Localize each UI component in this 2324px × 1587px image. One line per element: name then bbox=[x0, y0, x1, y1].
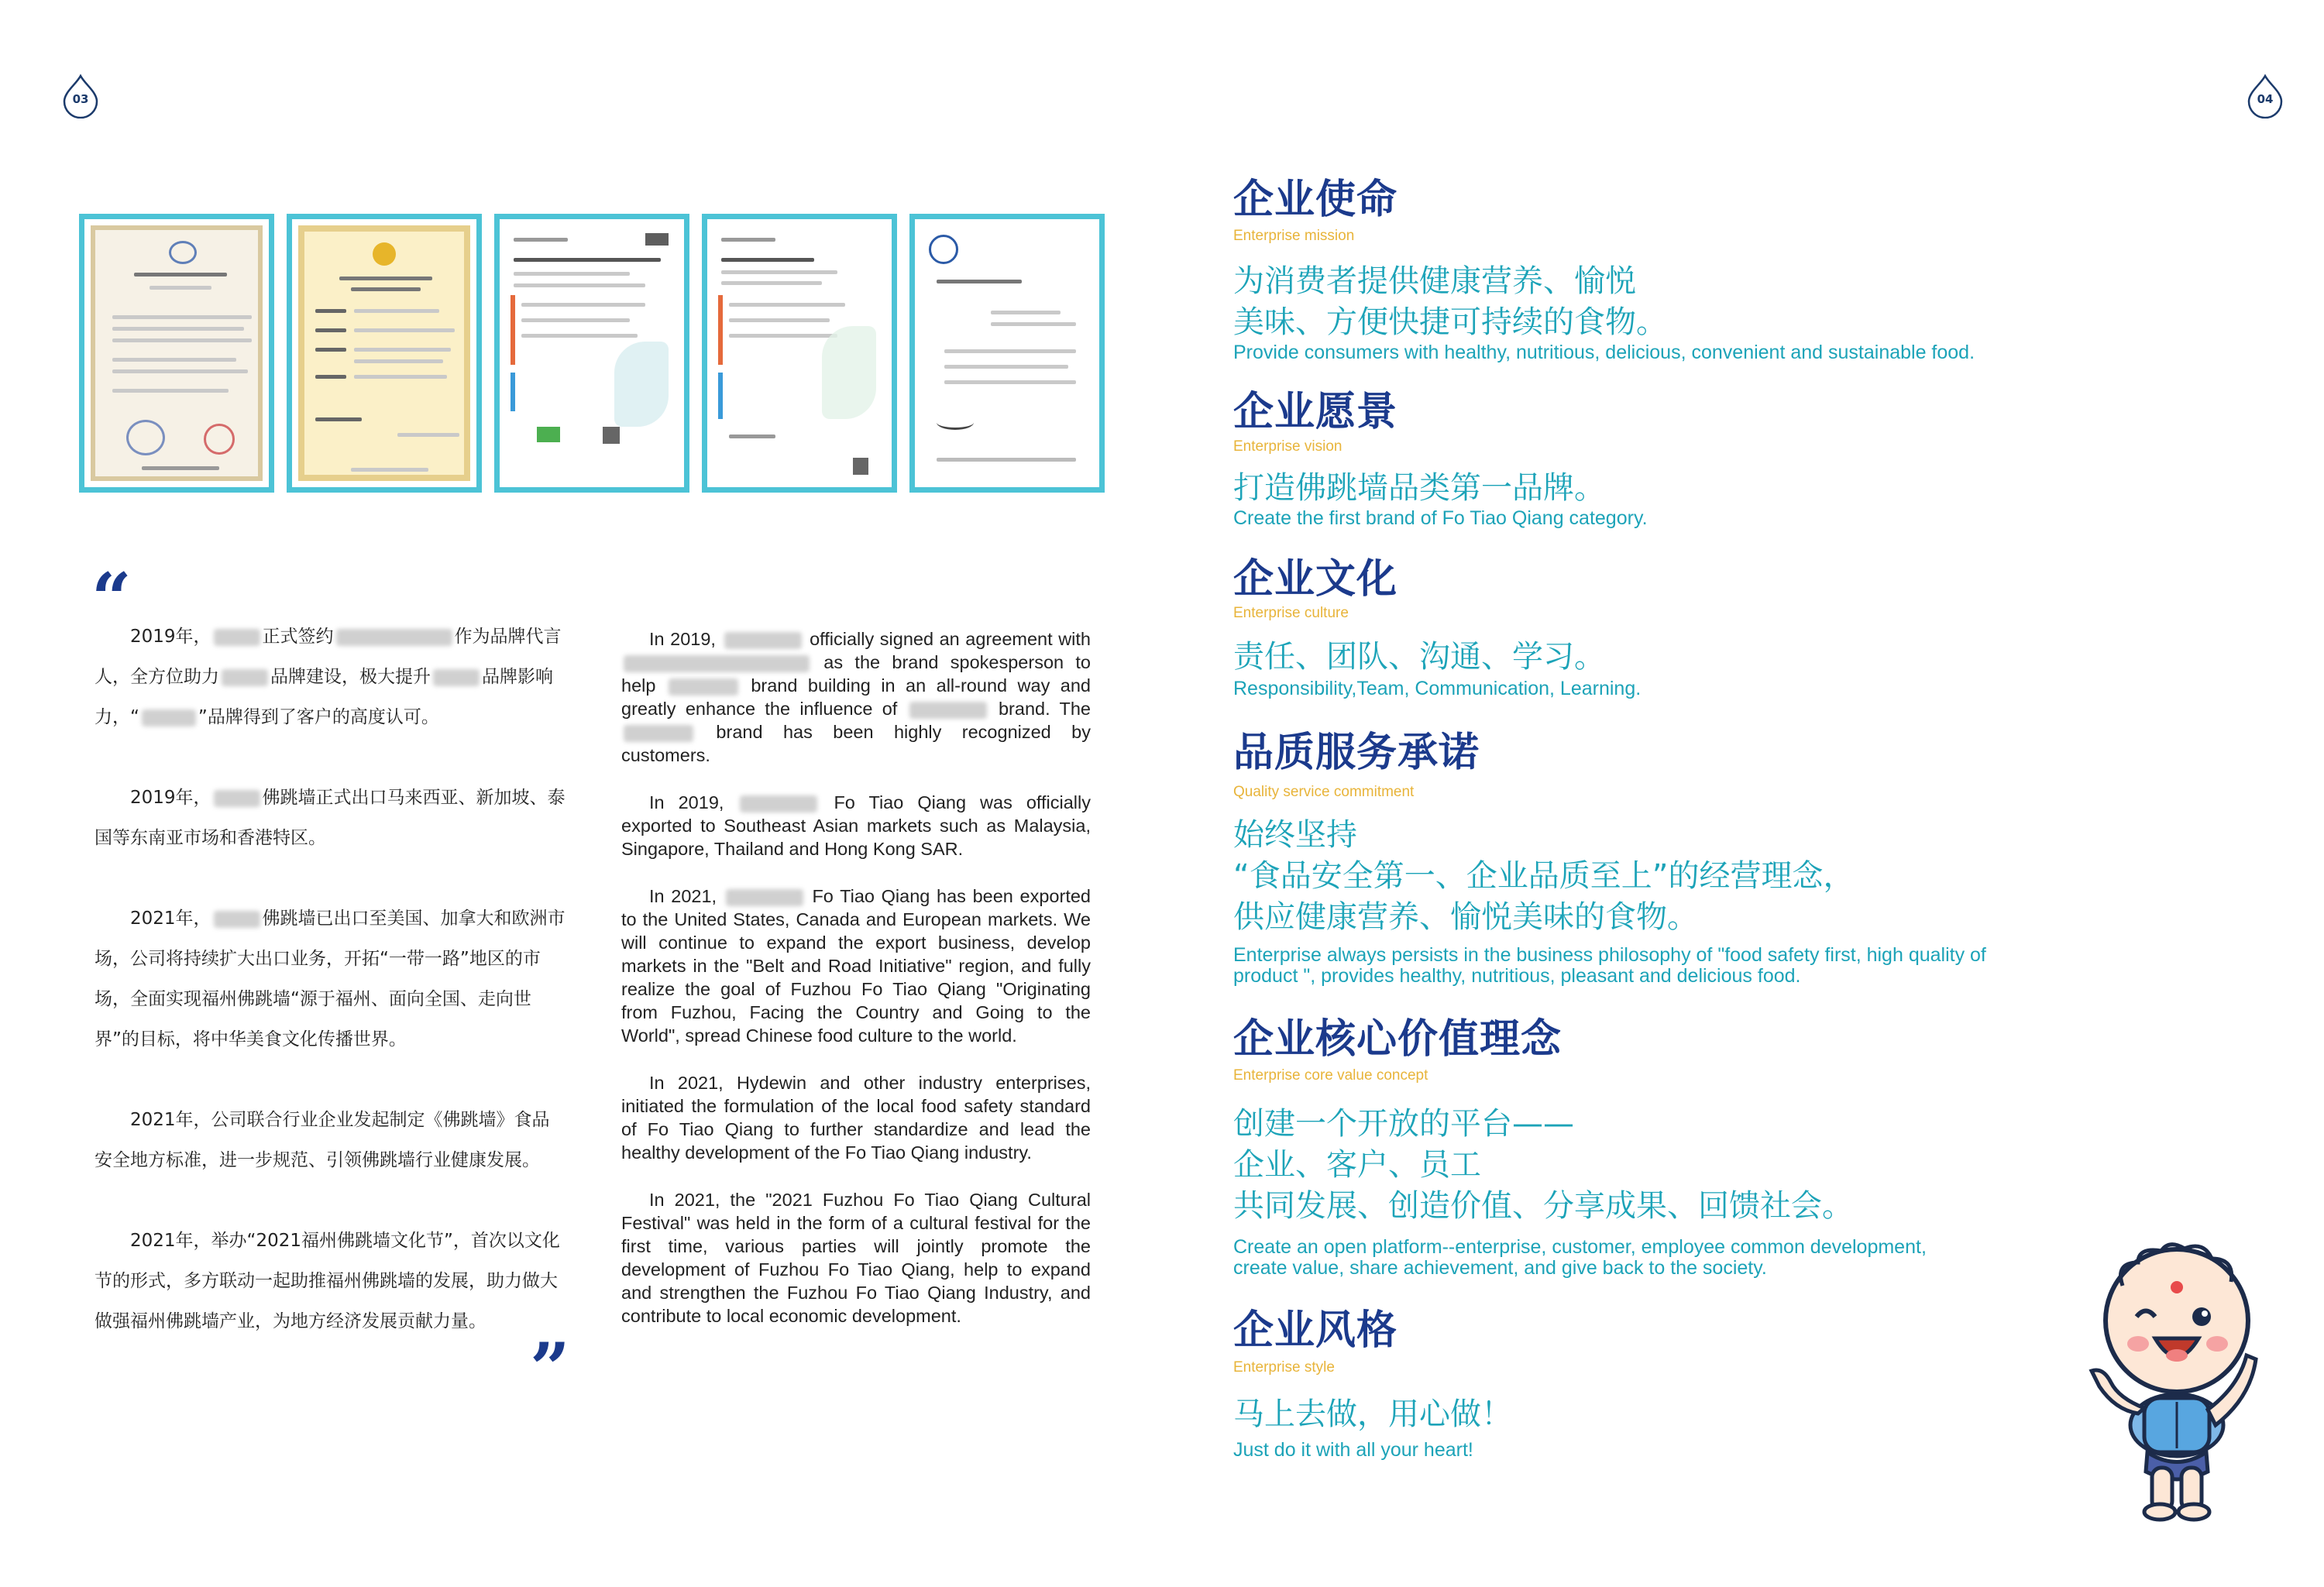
certificate-paper bbox=[298, 225, 470, 481]
history-en-paragraph: In 2019, Fo Tiao Qiang was officially exported to Southeast Asian markets such as Malaysia, Singapore, Thailand and Hong Kong SAR. bbox=[621, 792, 1091, 859]
page-number-left: 03 bbox=[62, 74, 99, 119]
certificate-1 bbox=[79, 214, 274, 493]
style-body: 马上去做，用心做！ bbox=[1233, 1396, 1512, 1432]
close-quote-icon: ” bbox=[530, 1328, 570, 1410]
history-en-paragraph: In 2021, the "2021 Fuzhou Fo Tiao Qiang Cultural Festival" was held in the form of a cultural festival for the first time, various parties will jointly promote the development of Fuzhou Fo Tiao Qiang, help to expand and strengthen the Fuzhou Fo Tiao Qiang Industry, and contribute to local economic development. bbox=[621, 1190, 1091, 1326]
style-en: Just do it with all your heart! bbox=[1233, 1439, 1473, 1461]
history-en-paragraph: In 2021, Fo Tiao Qiang has been exported to the United States, Canada and European markets. We will continue to expand the export business, develop markets in the "Belt and Road Initiative" region, and fully realize the goal of Fuzhou Fo Tiao Qiang "Originating from Fuzhou, Facing the Country and Going to the World", spread Chinese food culture to the world. bbox=[621, 886, 1091, 1046]
qr-icon bbox=[853, 458, 868, 475]
certificate-4 bbox=[702, 214, 897, 493]
history-cn-paragraph: 2021年，公司联合行业企业发起制定《佛跳墙》食品安全地方标准，进一步规范、引领佛跳墙行业健康发展。 bbox=[95, 1110, 550, 1170]
certificate-paper bbox=[713, 225, 885, 481]
vision-body: 打造佛跳墙品类第一品牌。 bbox=[1233, 470, 1605, 506]
quality-en: Enterprise always persists in the business philosophy of "food safety first, high quality of product ", provides healthy, nutritious, pleasant and delicious food. bbox=[1233, 944, 1986, 987]
logo-icon bbox=[169, 241, 197, 264]
vision-subtitle: Enterprise vision bbox=[1233, 438, 1342, 455]
values-body: 创建一个开放的平台—— 企业、客户、员工 共同发展、创造价值、分享成果、回馈社会。 bbox=[1233, 1106, 1853, 1224]
mission-subtitle: Enterprise mission bbox=[1233, 228, 1355, 244]
emblem-icon bbox=[373, 242, 396, 266]
mission-body: 为消费者提供健康营养、愉悦 美味、方便快捷可持续的食物。 bbox=[1233, 263, 1667, 340]
history-en-paragraph: In 2019, officially signed an agreement with as the brand spokesperson to help brand building in an all-round way and greatly enhance the influence of brand. The brand has been highly recognized by customers. bbox=[621, 629, 1092, 765]
vision-title: 企业愿景 bbox=[1233, 389, 1398, 435]
seal-icon bbox=[126, 420, 165, 455]
quality-subtitle: Quality service commitment bbox=[1233, 784, 1415, 800]
open-quote-icon: “ bbox=[91, 558, 132, 640]
history-cn-paragraph: 2021年，举办“2021福州佛跳墙文化节”，首次以文化节的形式，多方联动一起助推福州佛跳墙的发展，助力做大做强福州佛跳墙产业，为地方经济发展贡献力量。 bbox=[95, 1231, 560, 1331]
mascot-illustration bbox=[2084, 1231, 2278, 1526]
style-title: 企业风格 bbox=[1233, 1307, 1398, 1354]
values-subtitle: Enterprise core value concept bbox=[1233, 1067, 1428, 1084]
qr-icon bbox=[537, 427, 560, 442]
certificate-3 bbox=[494, 214, 689, 493]
history-cn-paragraph: 2019年， 正式签约 作为品牌代言人，全方位助力 品牌建设，极大提升 品牌影响力，“ ”品牌得到了客户的高度认可。 bbox=[95, 627, 562, 727]
mission-title: 企业使命 bbox=[1233, 177, 1398, 223]
history-cn bbox=[95, 617, 567, 1382]
certificate-paper bbox=[506, 225, 678, 481]
logo-icon bbox=[645, 233, 669, 246]
page-number-right: 04 bbox=[2247, 74, 2284, 119]
history-en-paragraph: In 2021, Hydewin and other industry enterprises, initiated the formulation of the local food safety standard of Fo Tiao Qiang to further standardize and lead the healthy development of the Fo Tiao Qiang industry. bbox=[621, 1073, 1091, 1163]
values-en: Create an open platform--enterprise, customer, employee common development, create value, share achievement, and give back to the society. bbox=[1233, 1236, 1927, 1279]
mascot-icon bbox=[2084, 1231, 2278, 1526]
history-cn-paragraph: 2021年， 佛跳墙已出口至美国、加拿大和欧洲市场，公司将持续扩大出口业务，开拓“一带一路”地区的市场，全面实现福州佛跳墙“源于福州、面向全国、走向世界”的目标，将中华美食文化传播世界。 bbox=[95, 909, 566, 1049]
stamp-icon bbox=[204, 424, 235, 455]
logo-icon bbox=[929, 235, 958, 264]
certificate-paper bbox=[91, 225, 263, 481]
qr-icon bbox=[603, 427, 620, 444]
vision-en: Create the first brand of Fo Tiao Qiang category. bbox=[1233, 507, 1648, 529]
culture-body: 责任、团队、沟通、学习。 bbox=[1233, 639, 1605, 675]
style-subtitle: Enterprise style bbox=[1233, 1359, 1335, 1376]
values-title: 企业核心价值理念 bbox=[1233, 1016, 1563, 1063]
quality-body: 始终坚持 “食品安全第一、企业品质至上”的经营理念， 供应健康营养、愉悦美味的食物。 bbox=[1233, 817, 1855, 935]
certificate-2 bbox=[287, 214, 482, 493]
history-en bbox=[621, 627, 1091, 1352]
mission-en: Provide consumers with healthy, nutritious, delicious, convenient and sustainable food. bbox=[1233, 342, 1975, 363]
culture-en: Responsibility,Team, Communication, Learning. bbox=[1233, 678, 1642, 699]
certificate-5 bbox=[909, 214, 1105, 493]
certificate-paper bbox=[921, 225, 1093, 481]
signature-icon bbox=[937, 415, 974, 430]
quality-title: 品质服务承诺 bbox=[1233, 730, 1480, 776]
culture-title: 企业文化 bbox=[1233, 556, 1398, 603]
culture-subtitle: Enterprise culture bbox=[1233, 605, 1349, 621]
history-cn-paragraph: 2019年， 佛跳墙正式出口马来西亚、新加坡、泰国等东南亚市场和香港特区。 bbox=[95, 788, 566, 848]
